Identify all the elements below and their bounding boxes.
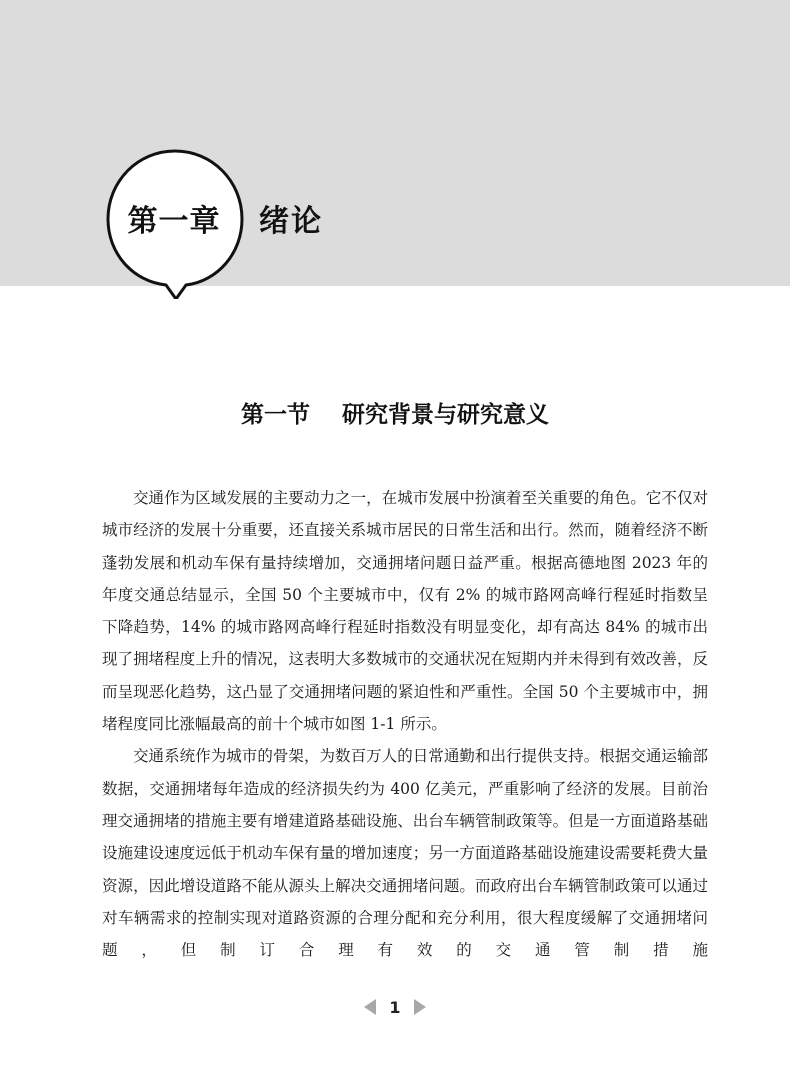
chapter-title: 绪论 xyxy=(259,204,323,239)
paragraph-2: 交通系统作为城市的骨架，为数百万人的日常通勤和出行提供支持。根据交通运输部数据，交通拥堵每年造成的经济损失约为 400 亿美元，严重影响了经济的发展。目前治理交通拥堵的措施主要有增建道路基础设施、出台车辆管制政策等。但是一方面道路基础设施建设速度远低于机动车保有量的增加速度；另一方面道路基础设施建设需要耗费大量资源，因此增设道路不能从源头上解决交通拥堵问题。而政府出台车辆管制政策可以通过对车辆需求的控制实现对道路资源的合理分配和充分利用，很大程度缓解了交通拥堵问题，但制订合理有效的交通管制措施 xyxy=(102,747,708,960)
paragraph-1: 交通作为区域发展的主要动力之一，在城市发展中扮演着至关重要的角色。它不仅对城市经济的发展十分重要，还直接关系城市居民的日常生活和出行。然而，随着经济不断蓬勃发展和机动车保有量持续增加，交通拥堵问题日益严重。根据高德地图 2023 年的年度交通总结显示，全国 50 个主要城市中，仅有 2% 的城市路网高峰行程延时指数呈下降趋势，14% 的城市路网高峰行程延时指数没有明显变化，却有高达 84% 的城市出现了拥堵程度上升的情况，这表明大多数城市的交通状况在短期内并未得到有效改善，反而呈现恶化趋势，这凸显了交通拥堵问题的紧迫性和严重性。全国 50 个主要城市中，拥堵程度同比涨幅最高的前十个城市如图 1-1 所示。 xyxy=(102,489,708,734)
chapter-number: 第一章 xyxy=(127,204,221,239)
page-number: 1 xyxy=(389,997,401,1017)
triangle-right-icon xyxy=(414,999,426,1015)
triangle-left-icon xyxy=(364,999,376,1015)
section-heading: 第一节 研究背景与研究意义 xyxy=(240,401,550,428)
page-footer xyxy=(0,995,790,1019)
body-text xyxy=(102,482,708,966)
